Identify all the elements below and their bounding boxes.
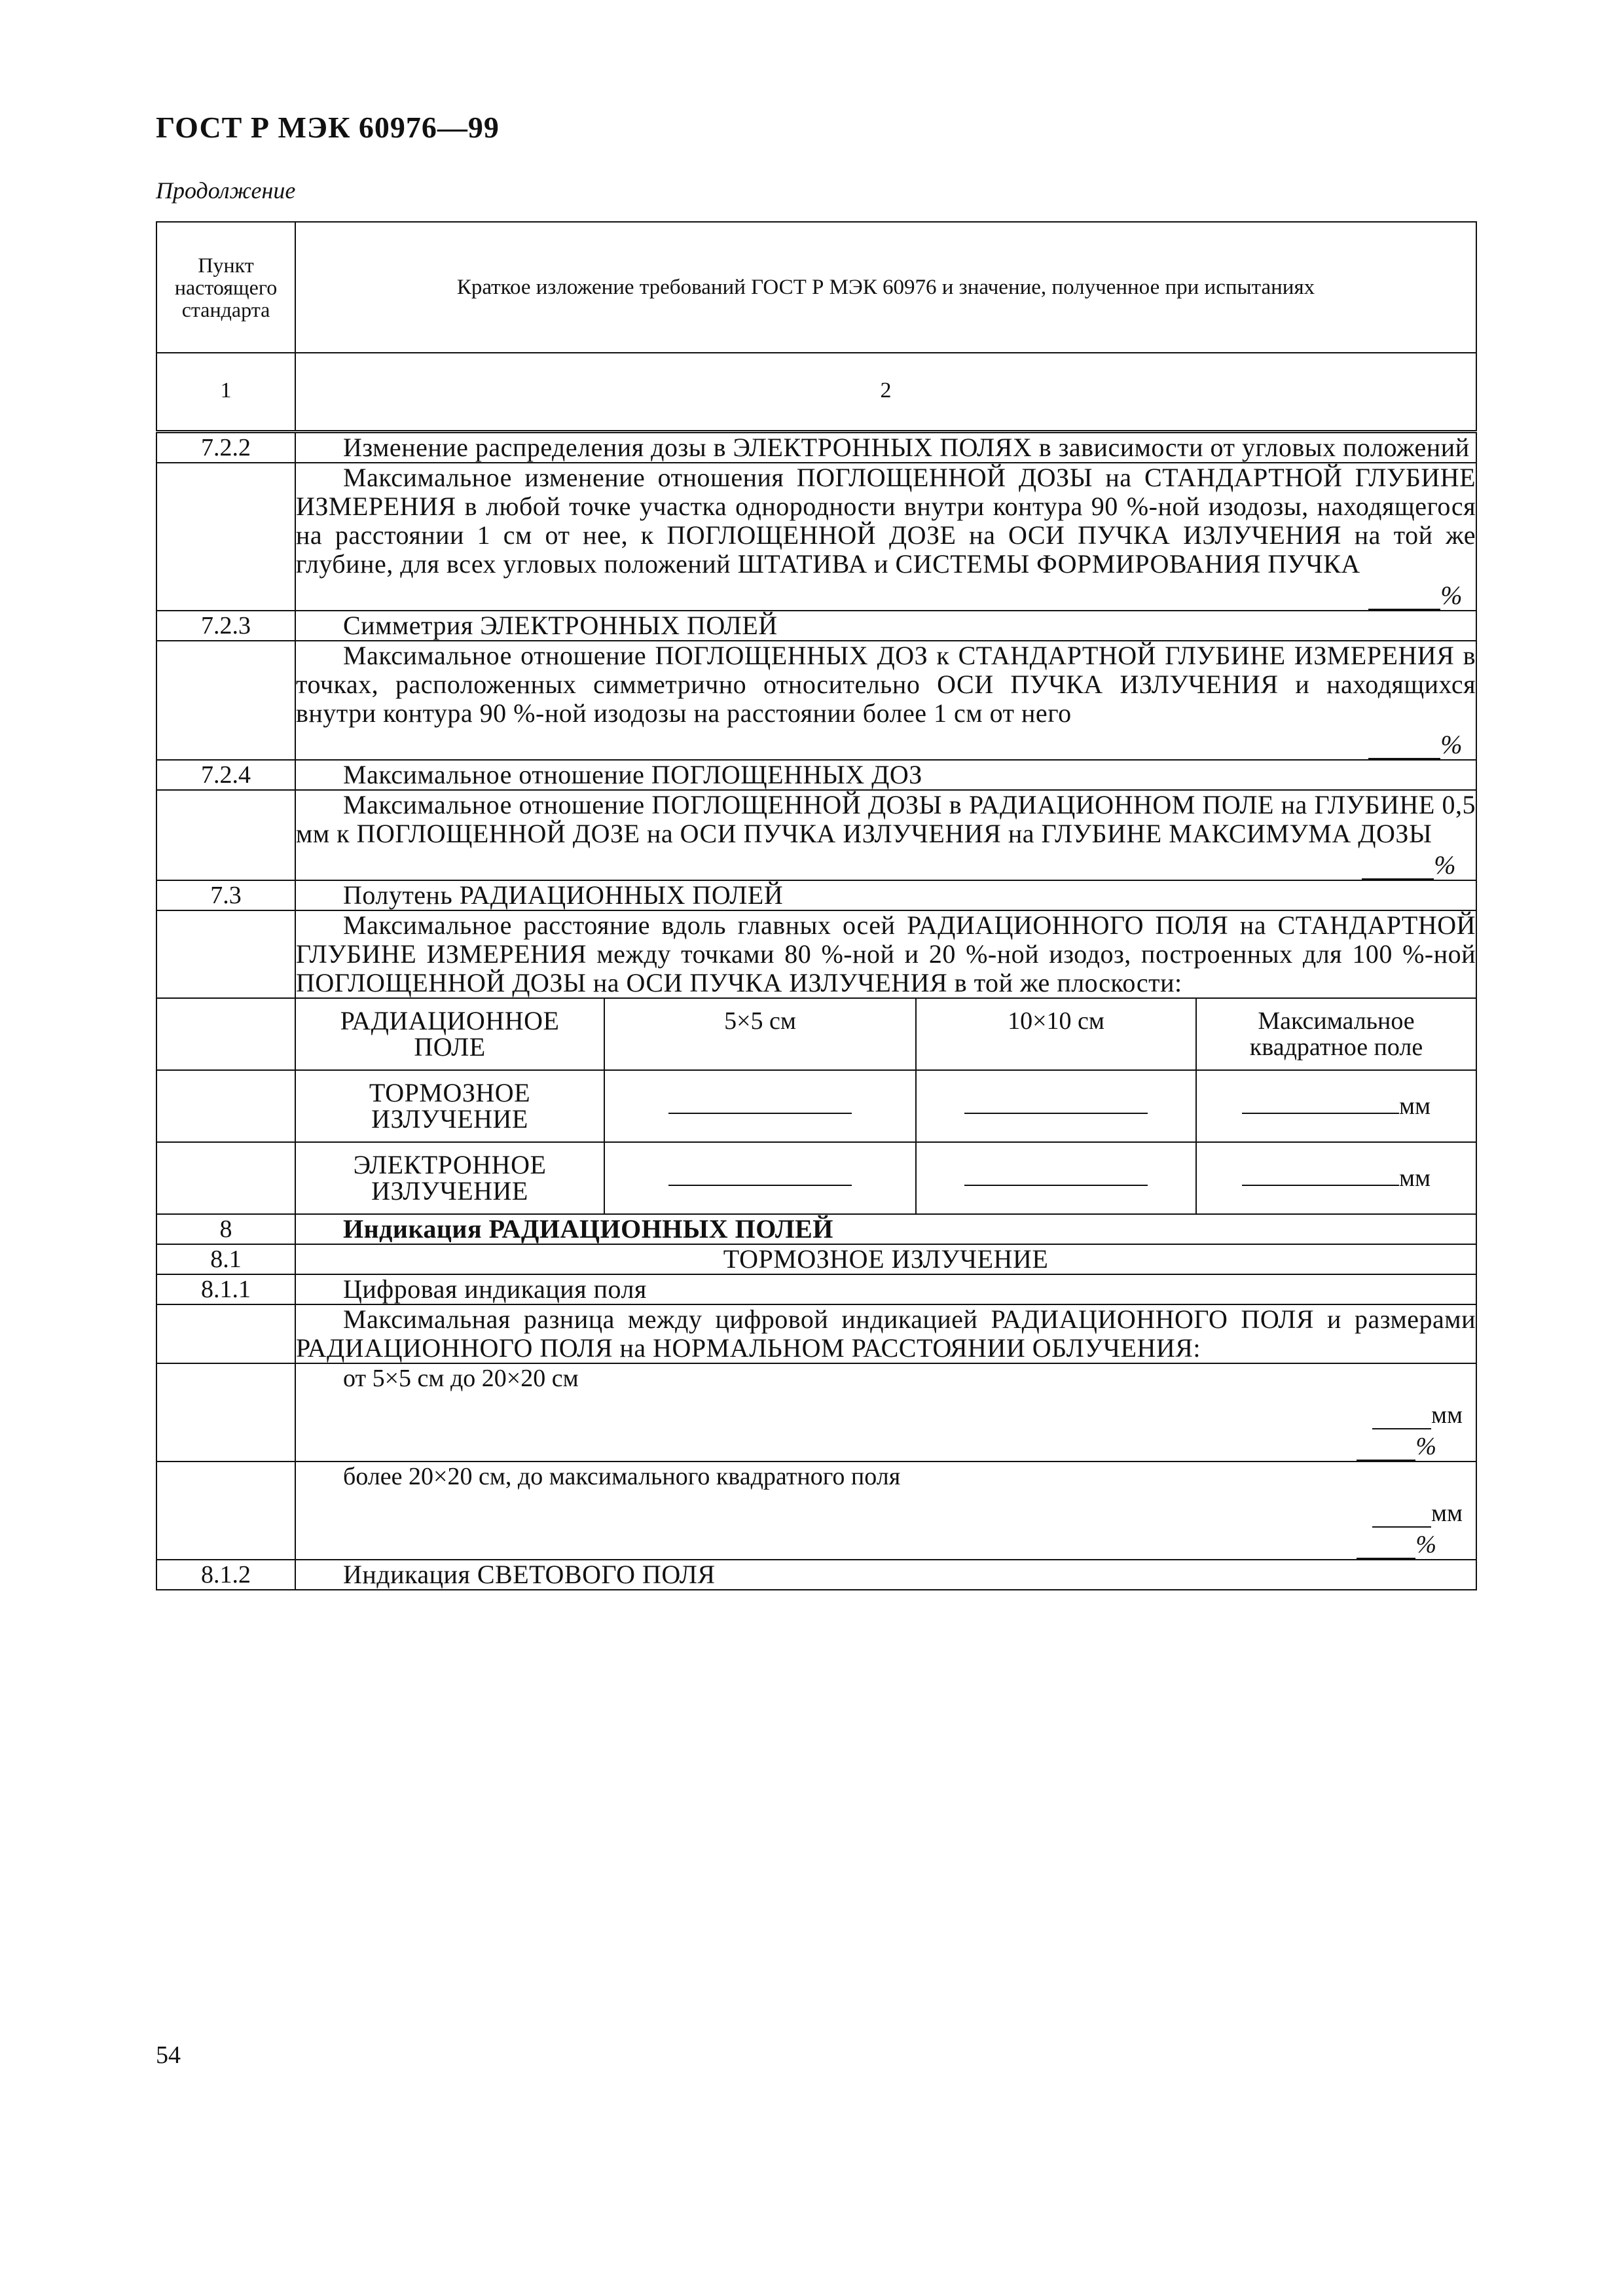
empty-cell <box>156 1304 295 1363</box>
table-row <box>156 1274 1476 1304</box>
subtable-header-5x5: 5×5 см <box>604 998 916 1070</box>
clause-number: 7.2.4 <box>156 760 295 790</box>
subtable-row-label: ЭЛЕКТРОННОЕ ИЗЛУЧЕНИЕ <box>295 1142 604 1214</box>
subtable-header-row <box>156 998 1476 1070</box>
clause-number: 8.1 <box>156 1244 295 1274</box>
clause-number: 7.2.2 <box>156 431 295 463</box>
clause-number: 7.2.3 <box>156 611 295 641</box>
table-header-row <box>156 222 1476 353</box>
clause-detail: Максимальная разница между цифровой индикацией РАДИАЦИОННОГО ПОЛЯ и размерами РАДИАЦИОННОГО ПОЛЯ на НОРМАЛЬНОМ РАССТОЯНИИ ОБЛУЧЕНИЯ: <box>296 1304 1476 1363</box>
table-row <box>156 790 1476 880</box>
table-row <box>156 880 1476 910</box>
clause-detail: Максимальное расстояние вдоль главных осей РАДИАЦИОННОГО ПОЛЯ на СТАНДАРТНОЙ ГЛУБИНЕ ИЗМЕРЕНИЯ между точками 80 %-ной и 20 %-ной изодоз, построенных для 100 %-ной ПОГЛОЩЕННОЙ ДОЗЫ на ОСИ ПУЧКА ИЗЛУЧЕНИЯ в той же плоскости: <box>296 910 1476 997</box>
subtable-row-label: ТОРМОЗНОЕ ИЗЛУЧЕНИЕ <box>295 1070 604 1142</box>
range-cell <box>295 1363 1476 1462</box>
empty-cell <box>156 641 295 760</box>
clause-detail-cell <box>295 641 1476 760</box>
col2-header: Краткое изложение требований ГОСТ Р МЭК 60976 и значение, полученное при испытаниях <box>295 222 1476 353</box>
mm-unit: мм <box>1398 1164 1431 1192</box>
range-label: более 20×20 см, до максимального квадратного поля <box>343 1462 901 1490</box>
clause-number: 7.3 <box>156 880 295 910</box>
percent-fill-field <box>296 581 1476 610</box>
table-row <box>156 1304 1476 1363</box>
blank-field <box>604 1142 916 1214</box>
range-cell <box>295 1462 1476 1560</box>
clause-number: 8.1.1 <box>156 1274 295 1304</box>
clause-number: 8.1.2 <box>156 1560 295 1590</box>
table-row <box>156 641 1476 760</box>
clause-text: Максимальное отношение ПОГЛОЩЕННЫХ ДОЗ <box>295 760 1476 790</box>
col2-number: 2 <box>295 353 1476 431</box>
col1-header: Пункт настоящего стандарта <box>156 222 295 353</box>
percent-fill-field <box>296 1432 1476 1461</box>
clause-text <box>295 1214 1476 1244</box>
clause-text: Индикация СВЕТОВОГО ПОЛЯ <box>295 1560 1476 1590</box>
col1-number: 1 <box>156 353 295 431</box>
percent-unit: % <box>1440 729 1463 759</box>
blank-field <box>916 1070 1196 1142</box>
subtable-header-10x10: 10×10 см <box>916 998 1196 1070</box>
table-row <box>156 431 1476 463</box>
clause-detail: Максимальное отношение ПОГЛОЩЕННОЙ ДОЗЫ в РАДИАЦИОННОМ ПОЛЕ на ГЛУБИНЕ 0,5 мм к ПОГЛОЩЕННОЙ ДОЗЕ на ОСИ ПУЧКА ИЗЛУЧЕНИЯ на ГЛУБИНЕ МАКСИМУМА ДОЗЫ <box>296 789 1476 848</box>
percent-fill-field <box>296 730 1476 759</box>
table-row <box>156 1214 1476 1244</box>
table-row <box>156 1363 1476 1462</box>
table-row <box>156 1560 1476 1590</box>
clause-text: Полутень РАДИАЦИОННЫХ ПОЛЕЙ <box>295 880 1476 910</box>
clause-detail: Максимальное отношение ПОГЛОЩЕННЫХ ДОЗ к СТАНДАРТНОЙ ГЛУБИНЕ ИЗМЕРЕНИЯ в точках, расположенных симметрично относительно ОСИ ПУЧКА ИЗЛУЧЕНИЯ и находящихся внутри контура 90 %-ной изодозы на расстоянии более 1 см от него <box>296 640 1476 728</box>
mm-unit: мм <box>1431 1401 1463 1429</box>
range-label: от 5×5 см до 20×20 см <box>343 1364 579 1392</box>
clause-detail-cell <box>295 910 1476 998</box>
clause-text: Цифровая индикация поля <box>295 1274 1476 1304</box>
page-number: 54 <box>156 2041 181 2069</box>
empty-cell <box>156 998 295 1070</box>
empty-cell <box>156 1070 295 1142</box>
table-row <box>156 910 1476 998</box>
empty-cell <box>156 790 295 880</box>
clause-text: Симметрия ЭЛЕКТРОННЫХ ПОЛЕЙ <box>295 611 1476 641</box>
subtable-header-max-field: Максимальное квадратное поле <box>1196 998 1476 1070</box>
percent-unit: % <box>1415 1530 1437 1558</box>
table-row <box>156 1462 1476 1560</box>
percent-unit: % <box>1440 580 1463 610</box>
column-number-row <box>156 353 1476 431</box>
mm-unit: мм <box>1431 1499 1463 1527</box>
subtable-row-electron <box>156 1142 1476 1214</box>
clause-text: Изменение распределения дозы в ЭЛЕКТРОННЫХ ПОЛЯХ в зависимости от угловых положений <box>295 431 1476 463</box>
table-row <box>156 1244 1476 1274</box>
document-title: ГОСТ Р МЭК 60976—99 <box>156 111 500 144</box>
clause-text: ТОРМОЗНОЕ ИЗЛУЧЕНИЕ <box>295 1244 1476 1274</box>
percent-fill-field <box>296 851 1476 880</box>
clause-detail-cell <box>295 790 1476 880</box>
percent-unit: % <box>1434 850 1457 880</box>
subtable-row-bremsstrahlung <box>156 1070 1476 1142</box>
blank-field <box>916 1142 1196 1214</box>
clause-text-bold: Индикация <box>343 1213 483 1244</box>
table-row <box>156 611 1476 641</box>
empty-cell <box>156 1363 295 1462</box>
table-row <box>156 463 1476 611</box>
mm-fill-field <box>1196 1070 1476 1142</box>
continuation-label: Продолжение <box>156 177 296 204</box>
percent-fill-field <box>296 1530 1476 1559</box>
percent-unit: % <box>1415 1432 1437 1460</box>
clause-text-caps: РАДИАЦИОННЫХ ПОЛЕЙ <box>488 1213 833 1244</box>
blank-field <box>604 1070 916 1142</box>
empty-cell <box>156 910 295 998</box>
empty-cell <box>156 1142 295 1214</box>
mm-fill-field <box>1196 1142 1476 1214</box>
empty-cell <box>156 1462 295 1560</box>
clause-number: 8 <box>156 1214 295 1244</box>
mm-fill-field <box>296 1499 1476 1528</box>
clause-detail-cell <box>295 463 1476 611</box>
table-row <box>156 760 1476 790</box>
subtable-header-field: РАДИАЦИОННОЕ ПОЛЕ <box>295 998 604 1070</box>
mm-unit: мм <box>1398 1092 1431 1120</box>
clause-detail: Максимальное изменение отношения ПОГЛОЩЕННОЙ ДОЗЫ на СТАНДАРТНОЙ ГЛУБИНЕ ИЗМЕРЕНИЯ в любой точке участка однородности внутри контура 90 %-ной изодозы, находящегося на расстоянии 1 см от нее, к ПОГЛОЩЕННОЙ ДОЗЕ на ОСИ ПУЧКА ИЗЛУЧЕНИЯ на той же глубине, для всех угловых положений ШТАТИВА и СИСТЕМЫ ФОРМИРОВАНИЯ ПУЧКА <box>296 462 1476 579</box>
empty-cell <box>156 463 295 611</box>
mm-fill-field <box>296 1401 1476 1429</box>
requirements-table <box>156 221 1477 1590</box>
